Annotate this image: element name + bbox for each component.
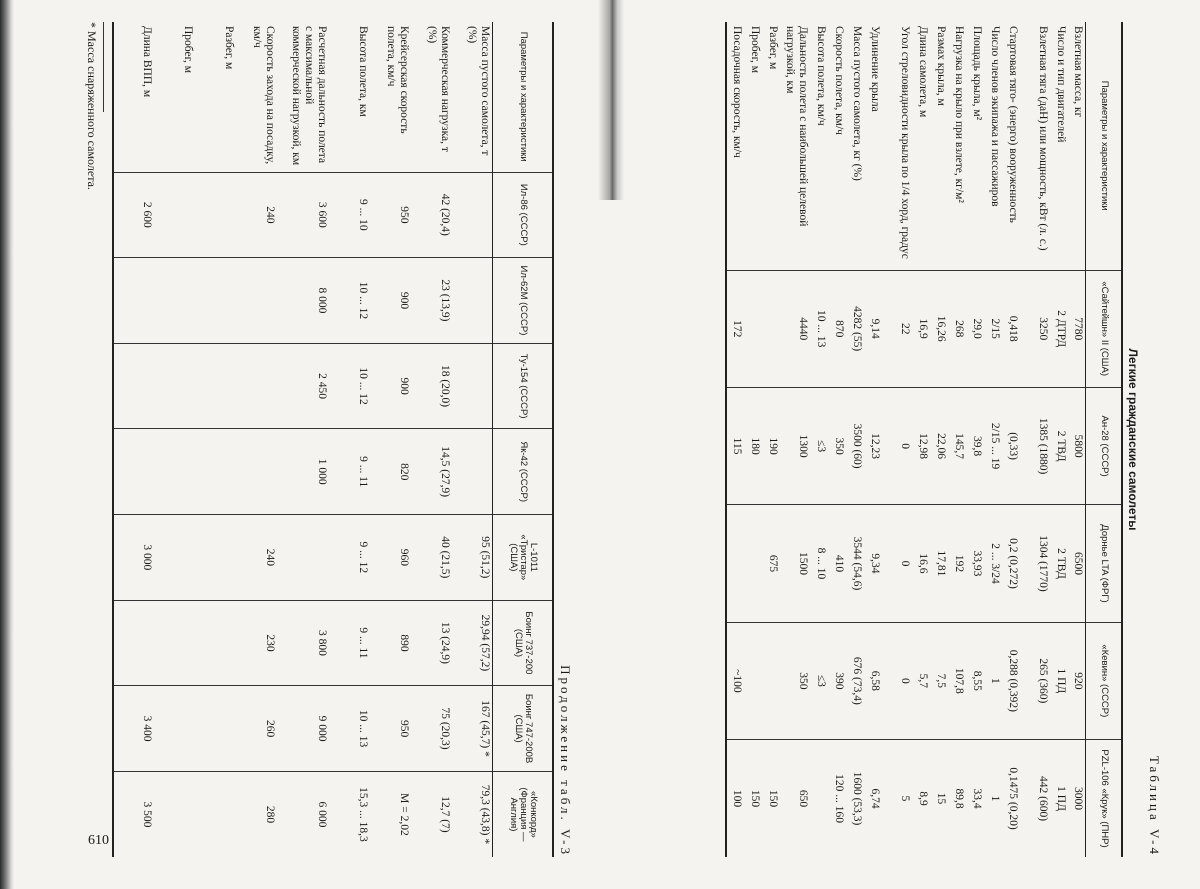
value-cell: 15,3 ... 18,3 <box>329 771 370 857</box>
table-row <box>966 22 984 857</box>
value-cell: 8 000 <box>277 258 329 344</box>
param-cell: Число членов экипажа и пассажиров <box>984 22 1002 270</box>
value-cell: 390 <box>828 622 846 739</box>
table-row <box>1050 22 1068 857</box>
value-cell <box>113 600 154 686</box>
column-header: L-1011 «Тристар» (США) <box>493 515 553 601</box>
column-header: «Кевин» (СССР) <box>1086 622 1122 739</box>
value-cell: 16,26 <box>930 270 948 387</box>
param-cell: Скорость полета, км/ч <box>828 22 846 270</box>
value-cell <box>744 622 762 739</box>
value-cell: 240 <box>236 515 277 601</box>
value-cell <box>762 622 780 739</box>
value-cell: 0 <box>882 387 912 504</box>
table-row <box>452 22 493 857</box>
value-cell: 3000 <box>1068 740 1086 857</box>
value-cell: 920 <box>1068 622 1086 739</box>
value-cell: 29,94 (57,2) <box>452 600 493 686</box>
table-v4 <box>725 22 1123 857</box>
value-cell: 6500 <box>1068 505 1086 622</box>
value-cell: 2/15 ... 19 <box>984 387 1002 504</box>
value-cell: 3 000 <box>113 515 154 601</box>
value-cell: 410 <box>828 505 846 622</box>
value-cell: 240 <box>236 172 277 258</box>
value-cell: 172 <box>726 270 744 387</box>
value-cell: 100 <box>726 740 744 857</box>
table-row <box>948 22 966 857</box>
footnote-text: * Масса снаряженного самолета. <box>85 22 99 190</box>
value-cell: 12,98 <box>912 387 930 504</box>
param-cell: Размах крыла, м <box>930 22 948 270</box>
value-cell <box>452 429 493 515</box>
param-cell: Площадь крыла, м² <box>966 22 984 270</box>
column-header: Ту-154 (СССР) <box>493 343 553 429</box>
value-cell: 17,81 <box>930 505 948 622</box>
value-cell: 2 600 <box>113 172 154 258</box>
value-cell: 950 <box>370 686 411 772</box>
value-cell: 900 <box>370 343 411 429</box>
value-cell <box>195 600 236 686</box>
value-cell <box>195 686 236 772</box>
table-row <box>726 22 744 857</box>
value-cell: 40 (21,5) <box>411 515 452 601</box>
param-cell: Разбег, м <box>195 22 236 172</box>
value-cell: 120 ... 160 <box>828 740 846 857</box>
value-cell: 3 800 <box>277 600 329 686</box>
scan-gutter-shadow <box>598 0 624 200</box>
value-cell <box>113 343 154 429</box>
value-cell: 39,8 <box>966 387 984 504</box>
value-cell: 350 <box>828 387 846 504</box>
param-cell: Расчетная дальность полета с максимальной коммерческой нагрузкой, км <box>277 22 329 172</box>
column-header: Боинг 747-200В (США) <box>493 686 553 772</box>
table-row <box>930 22 948 857</box>
value-cell: 2 450 <box>277 343 329 429</box>
param-cell: Скорость захода на посадку, км/ч <box>236 22 277 172</box>
table-row <box>762 22 780 857</box>
value-cell: 1300 <box>780 387 810 504</box>
value-cell: 280 <box>236 771 277 857</box>
table-row <box>846 22 864 857</box>
value-cell: 9 ... 12 <box>329 515 370 601</box>
param-cell: Пробег, м <box>154 22 195 172</box>
value-cell: 167 (45,7) * <box>452 686 493 772</box>
param-cell: Взлетная масса, кг <box>1068 22 1086 270</box>
value-cell: 9,14 <box>864 270 882 387</box>
value-cell: 10 ... 12 <box>329 343 370 429</box>
value-cell: 0,288 (0,392) <box>1002 622 1020 739</box>
value-cell: 145,7 <box>948 387 966 504</box>
table-row <box>828 22 846 857</box>
value-cell: 1 000 <box>277 429 329 515</box>
column-header: Ил-86 (СССР) <box>493 172 553 258</box>
value-cell <box>154 600 195 686</box>
value-cell <box>810 740 828 857</box>
value-cell: 265 (360) <box>1020 622 1050 739</box>
value-cell: 0,2 (0,272) <box>1002 505 1020 622</box>
value-cell <box>195 343 236 429</box>
value-cell: 5800 <box>1068 387 1086 504</box>
value-cell: 10 ... 13 <box>810 270 828 387</box>
table-row <box>1068 22 1086 857</box>
value-cell: 9 ... 10 <box>329 172 370 258</box>
value-cell: 1 <box>984 622 1002 739</box>
value-cell: 89,8 <box>948 740 966 857</box>
value-cell: ≤3 <box>810 387 828 504</box>
value-cell <box>762 270 780 387</box>
value-cell: 260 <box>236 686 277 772</box>
value-cell: 22,06 <box>930 387 948 504</box>
table-row <box>984 22 1002 857</box>
value-cell: 29,0 <box>966 270 984 387</box>
value-cell: 150 <box>762 740 780 857</box>
value-cell <box>195 771 236 857</box>
value-cell: 22 <box>882 270 912 387</box>
value-cell: 16,9 <box>912 270 930 387</box>
param-cell: Высота полета, км/ч <box>810 22 828 270</box>
value-cell: 6 000 <box>277 771 329 857</box>
value-cell <box>744 505 762 622</box>
value-cell: 9 000 <box>277 686 329 772</box>
value-cell: 1 ПД <box>1050 740 1068 857</box>
value-cell: 13 (24,9) <box>411 600 452 686</box>
value-cell: 9 ... 11 <box>329 600 370 686</box>
value-cell: 900 <box>370 258 411 344</box>
value-cell: 3 400 <box>113 686 154 772</box>
table-row <box>277 22 329 857</box>
value-cell: 350 <box>780 622 810 739</box>
value-cell <box>726 505 744 622</box>
table-row <box>744 22 762 857</box>
param-cell: Масса пустого самолета, кг (%) <box>846 22 864 270</box>
value-cell: 180 <box>744 387 762 504</box>
value-cell <box>154 172 195 258</box>
value-cell <box>154 686 195 772</box>
param-cell: Дальность полета с наибольшей целевой нагрузкой, км <box>780 22 810 270</box>
value-cell: 890 <box>370 600 411 686</box>
value-cell: 1 <box>984 740 1002 857</box>
value-cell: 5 <box>882 740 912 857</box>
value-cell <box>236 258 277 344</box>
value-cell: 115 <box>726 387 744 504</box>
value-cell: 1 ПД <box>1050 622 1068 739</box>
param-cell: Пробег, м <box>744 22 762 270</box>
value-cell: 675 <box>762 505 780 622</box>
value-cell <box>236 343 277 429</box>
value-cell: 150 <box>744 740 762 857</box>
column-header: PZL-106 «Крук» (ПНР) <box>1086 740 1122 857</box>
value-cell: 6,58 <box>864 622 882 739</box>
column-header: Ил-62М (СССР) <box>493 258 553 344</box>
table-row <box>810 22 828 857</box>
value-cell: 1304 (1770) <box>1020 505 1050 622</box>
table-row <box>329 22 370 857</box>
table-v3-caption: Продолжение табл. V-3 <box>558 665 573 857</box>
value-cell: 0 <box>882 505 912 622</box>
param-cell: Масса пустого самолета, т (%) <box>452 22 493 172</box>
table-row <box>195 22 236 857</box>
table-row <box>154 22 195 857</box>
value-cell: 16,6 <box>912 505 930 622</box>
scan-binding-edge <box>0 0 14 889</box>
param-cell: Нагрузка на крыло при взлете, кг/м² <box>948 22 966 270</box>
value-cell: 2 ТВД <box>1050 505 1068 622</box>
column-header: Параметры и характеристики <box>493 22 553 172</box>
page-number: 610 <box>88 833 109 848</box>
column-header: Ан-28 (СССР) <box>1086 387 1122 504</box>
value-cell: 2 ТВД <box>1050 387 1068 504</box>
value-cell: 33,93 <box>966 505 984 622</box>
value-cell: 107,8 <box>948 622 966 739</box>
value-cell: 12,7 (7) <box>411 771 452 857</box>
value-cell: 268 <box>948 270 966 387</box>
param-cell: Число и тип двигателей <box>1050 22 1068 270</box>
value-cell: 950 <box>370 172 411 258</box>
value-cell: 95 (51,2) <box>452 515 493 601</box>
value-cell: (0,33) <box>1002 387 1020 504</box>
value-cell: 230 <box>236 600 277 686</box>
value-cell: 4282 (55) <box>846 270 864 387</box>
value-cell <box>452 172 493 258</box>
param-cell: Стартовая тяго- (энерго) вооруженность <box>1002 22 1020 270</box>
value-cell: 3250 <box>1020 270 1050 387</box>
value-cell <box>195 258 236 344</box>
value-cell <box>195 172 236 258</box>
column-header: Боинг 737-200 (США) <box>493 600 553 686</box>
value-cell: M = 2,02 <box>370 771 411 857</box>
value-cell: 6,74 <box>864 740 882 857</box>
value-cell: 7780 <box>1068 270 1086 387</box>
value-cell: 650 <box>780 740 810 857</box>
param-cell: Удлинение крыла <box>864 22 882 270</box>
value-cell: 1600 (53,3) <box>846 740 864 857</box>
table-row <box>864 22 882 857</box>
value-cell: ≤3 <box>810 622 828 739</box>
value-cell: 190 <box>762 387 780 504</box>
table-header-row <box>1086 22 1122 857</box>
value-cell: 75 (20,3) <box>411 686 452 772</box>
value-cell: 10 ... 12 <box>329 258 370 344</box>
value-cell <box>154 258 195 344</box>
param-cell: Угол стреловидности крыла по 1/4 хорд, градус <box>882 22 912 270</box>
param-cell: Посадочная скорость, км/ч <box>726 22 744 270</box>
param-cell: Коммерческая нагрузка, т (%) <box>411 22 452 172</box>
value-cell: 9 ... 11 <box>329 429 370 515</box>
table-row <box>912 22 930 857</box>
column-header: «Конкорд» (Франция — Англия) <box>493 771 553 857</box>
column-header: Як-42 (СССР) <box>493 429 553 515</box>
value-cell: 8,9 <box>912 740 930 857</box>
value-cell: 192 <box>948 505 966 622</box>
value-cell: 10 ... 13 <box>329 686 370 772</box>
table-v4-title: Легкие гражданские самолеты <box>1126 348 1140 531</box>
param-cell: Крейсерская скорость полета, км/ч <box>370 22 411 172</box>
value-cell: 3500 (60) <box>846 387 864 504</box>
value-cell: 0,418 <box>1002 270 1020 387</box>
value-cell: 42 (20,4) <box>411 172 452 258</box>
value-cell <box>195 515 236 601</box>
value-cell: 15 <box>930 740 948 857</box>
value-cell <box>452 258 493 344</box>
table-v3-footnote <box>84 22 104 190</box>
table-v3 <box>112 22 554 857</box>
value-cell: 18 (20,0) <box>411 343 452 429</box>
value-cell <box>113 429 154 515</box>
value-cell: 676 (73,4) <box>846 622 864 739</box>
value-cell: 79,3 (43,8) * <box>452 771 493 857</box>
table-row <box>411 22 452 857</box>
value-cell <box>113 258 154 344</box>
value-cell: 1385 (1880) <box>1020 387 1050 504</box>
table-row <box>113 22 154 857</box>
value-cell: 2 ДТРД <box>1050 270 1068 387</box>
value-cell: 2/15 <box>984 270 1002 387</box>
value-cell: 23 (13,9) <box>411 258 452 344</box>
value-cell: 7,5 <box>930 622 948 739</box>
param-cell: Высота полета, км <box>329 22 370 172</box>
value-cell: 3 500 <box>113 771 154 857</box>
value-cell: 8 ... 10 <box>810 505 828 622</box>
value-cell: 14,5 (27,9) <box>411 429 452 515</box>
value-cell: 820 <box>370 429 411 515</box>
table-row <box>370 22 411 857</box>
value-cell: 3 600 <box>277 172 329 258</box>
table-v4-caption: Таблица V-4 <box>1147 755 1162 857</box>
value-cell <box>154 429 195 515</box>
value-cell: 1500 <box>780 505 810 622</box>
value-cell <box>744 270 762 387</box>
value-cell: 442 (600) <box>1020 740 1050 857</box>
table-row <box>236 22 277 857</box>
value-cell: 12,23 <box>864 387 882 504</box>
column-header: Параметры и характеристики <box>1086 22 1122 270</box>
value-cell <box>452 343 493 429</box>
value-cell: 0,1475 (0,20) <box>1002 740 1020 857</box>
param-cell: Разбег, м <box>762 22 780 270</box>
value-cell: 0 <box>882 622 912 739</box>
value-cell: 870 <box>828 270 846 387</box>
table-row <box>1020 22 1050 857</box>
value-cell: 9,34 <box>864 505 882 622</box>
column-header: «Сайтейшн» II (США) <box>1086 270 1122 387</box>
value-cell: 3544 (54,6) <box>846 505 864 622</box>
value-cell: 2 ... 3/24 <box>984 505 1002 622</box>
value-cell <box>277 515 329 601</box>
value-cell <box>236 429 277 515</box>
value-cell: 33,4 <box>966 740 984 857</box>
value-cell <box>195 429 236 515</box>
param-cell: Длина самолета, м <box>912 22 930 270</box>
param-cell: Длина ВПП, м <box>113 22 154 172</box>
value-cell <box>154 515 195 601</box>
value-cell: 5,7 <box>912 622 930 739</box>
table-row <box>780 22 810 857</box>
column-header: Дорнье LTA (ФРГ) <box>1086 505 1122 622</box>
value-cell: 960 <box>370 515 411 601</box>
value-cell <box>154 771 195 857</box>
value-cell: 4440 <box>780 270 810 387</box>
table-header-row <box>493 22 553 857</box>
table-row <box>882 22 912 857</box>
right-page <box>693 22 1165 857</box>
table-row <box>1002 22 1020 857</box>
value-cell: ~100 <box>726 622 744 739</box>
value-cell <box>154 343 195 429</box>
param-cell: Взлетная тяга (даН) или мощность, кВт (л. с.) <box>1020 22 1050 270</box>
value-cell: 8,55 <box>966 622 984 739</box>
